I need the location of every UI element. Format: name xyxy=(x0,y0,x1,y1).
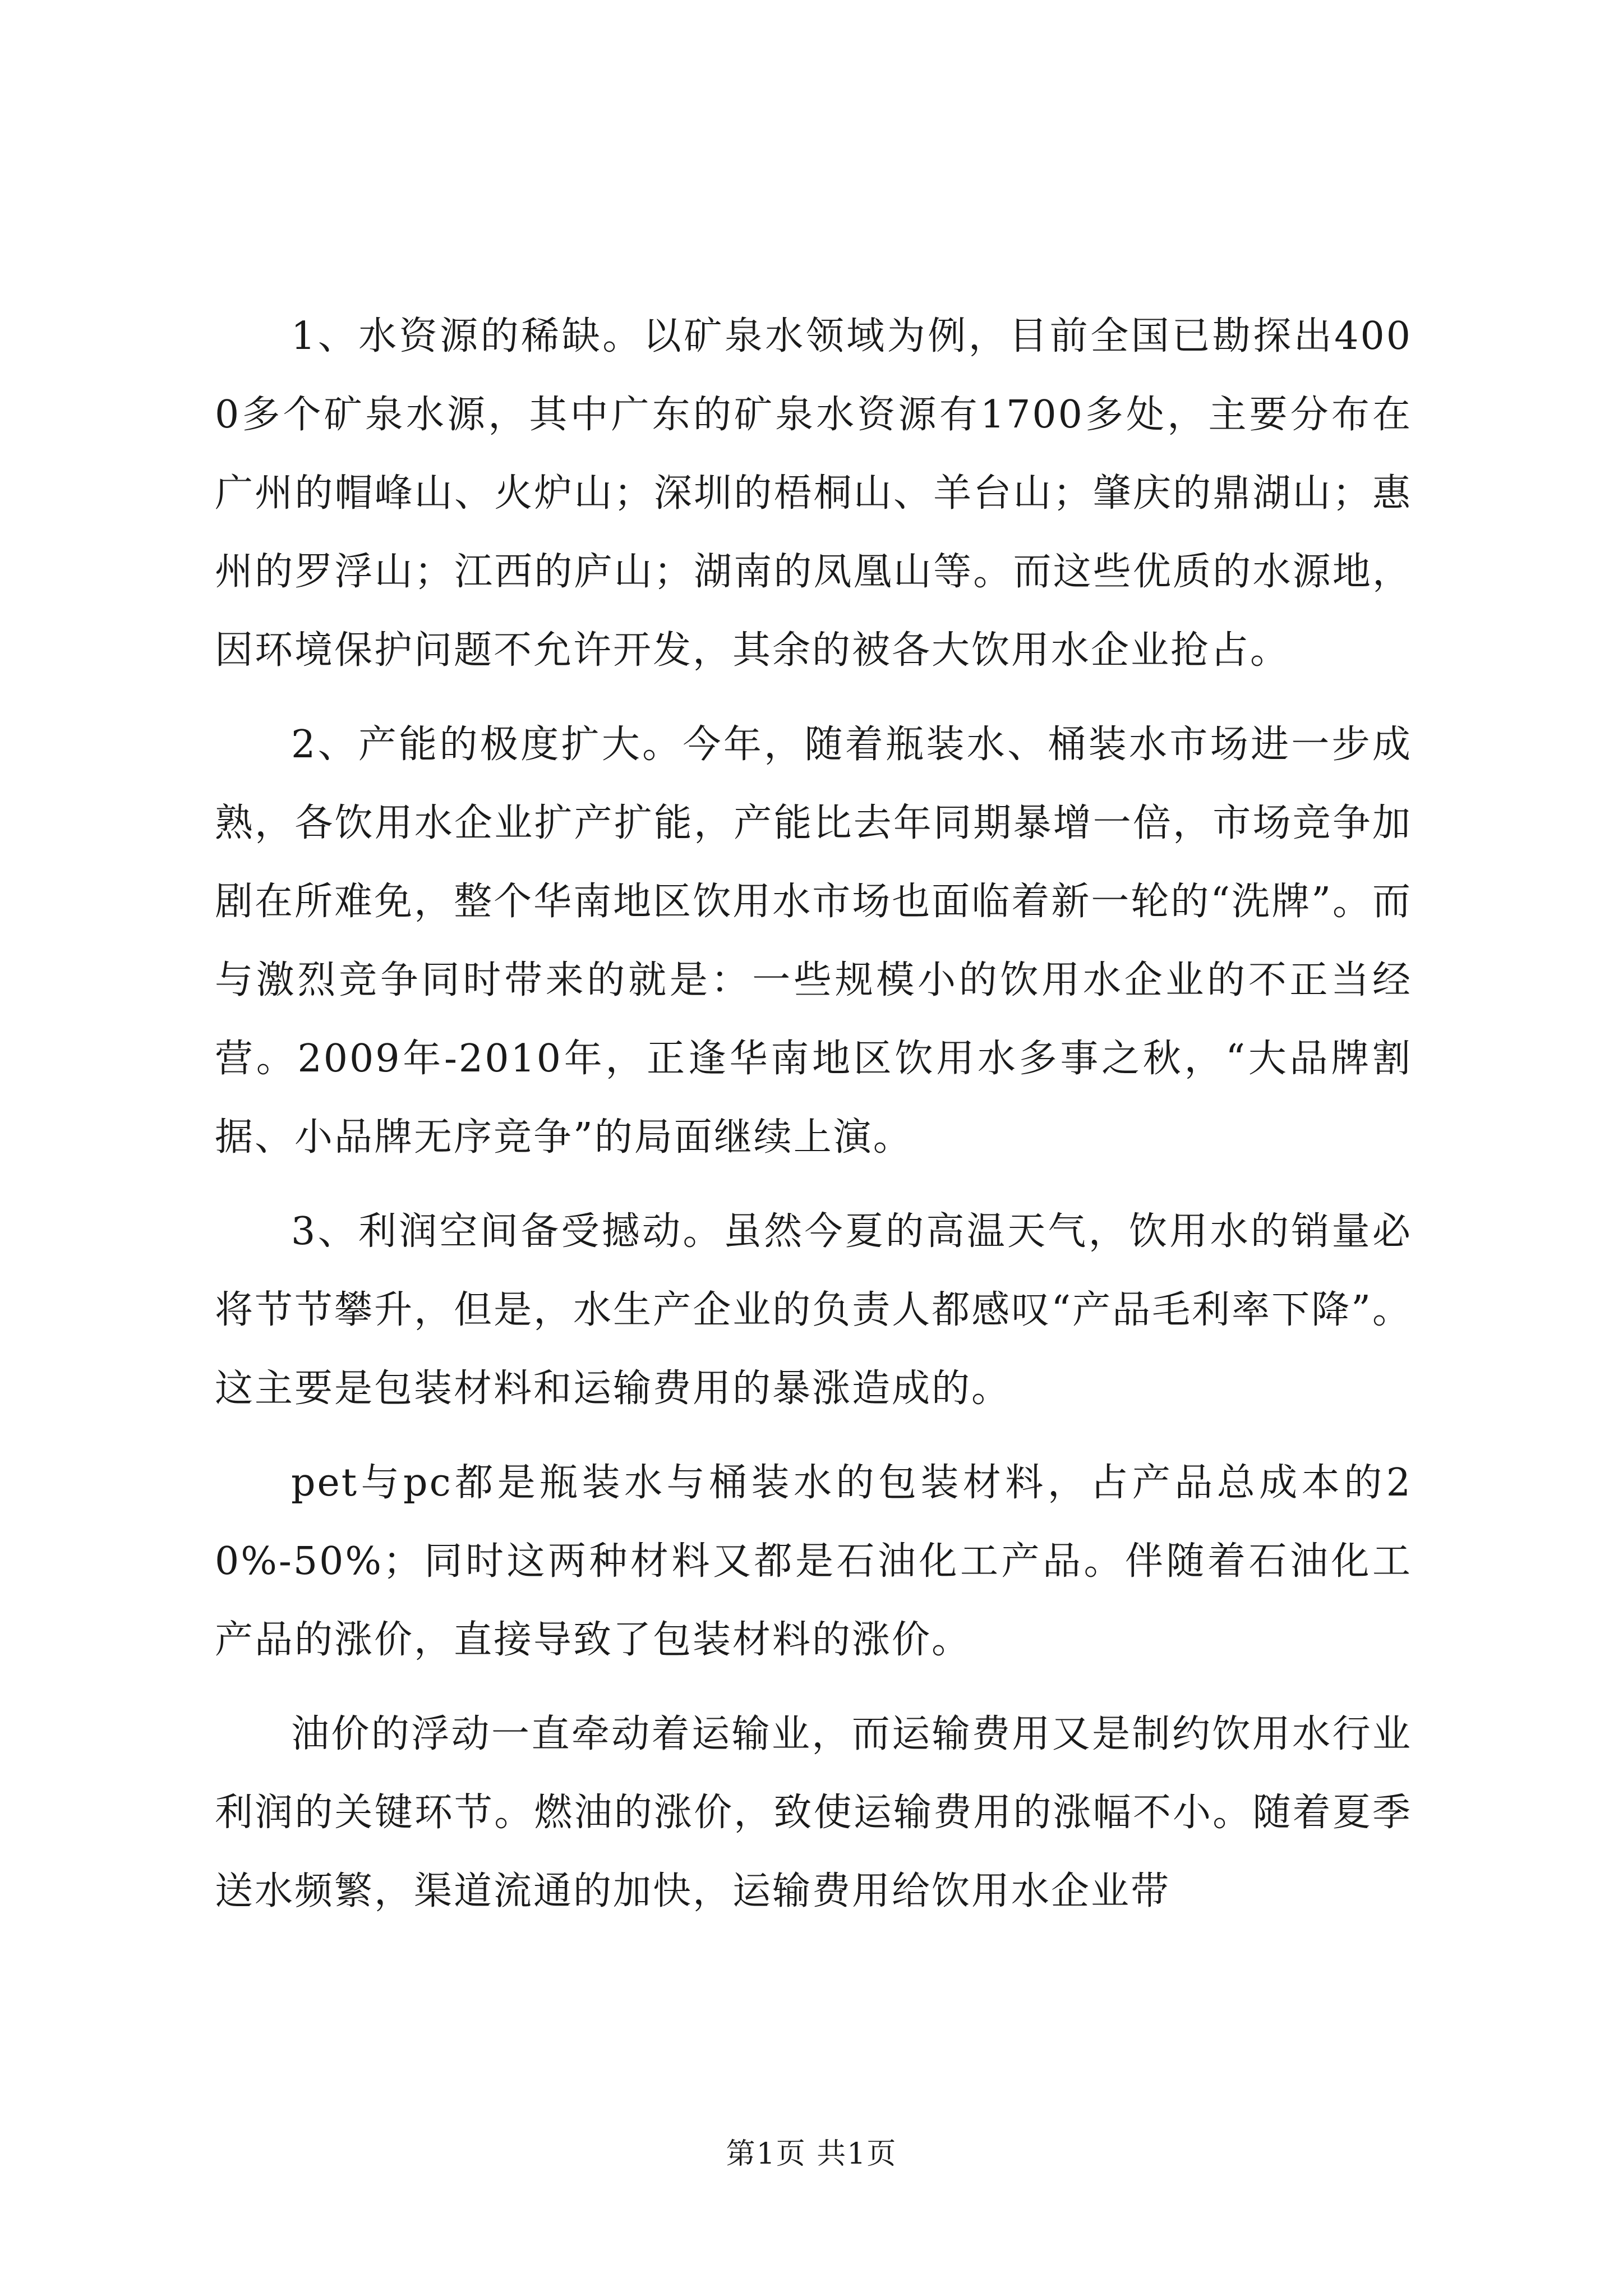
page-footer: 第1页 共1页 xyxy=(726,2137,897,2171)
paragraph-transport-costs: 油价的浮动一直牵动着运输业，而运输费用又是制约饮用水行业利润的关键环节。燃油的涨价，致使运输费用的涨幅不小。随着夏季送水频繁，渠道流通的加快，运输费用给饮用水企业带 xyxy=(215,1712,1412,1913)
paragraph-packaging-materials: pet与pc都是瓶装水与桶装水的包装材料，占产品总成本的20%-50%；同时这两种材料又都是石油化工产品。伴随着石油化工产品的涨价，直接导致了包装材料的涨价。 xyxy=(215,1461,1412,1662)
paragraph-profit-margin: 3、利润空间备受撼动。虽然今夏的高温天气，饮用水的销量必将节节攀升，但是，水生产企业的负责人都感叹“产品毛利率下降”。这主要是包装材料和运输费用的暴涨造成的。 xyxy=(215,1209,1412,1411)
paragraph-capacity-expansion: 2、产能的极度扩大。今年，随着瓶装水、桶装水市场进一步成熟，各饮用水企业扩产扩能，产能比去年同期暴增一倍，市场竞争加剧在所难免，整个华南地区饮用水市场也面临着新一轮的“洗牌”。而与激烈竞争同时带来的就是：一些规模小的饮用水企业的不正当经营。2009年-2010年，正逢华南地区饮用水多事之秋，“大品牌割据、小品牌无序竞争”的局面继续上演。 xyxy=(215,723,1412,1159)
document-body xyxy=(215,297,1412,1947)
paragraph-water-scarcity: 1、水资源的稀缺。以矿泉水领域为例，目前全国已勘探出4000多个矿泉水源，其中广东的矿泉水资源有1700多处，主要分布在广州的帽峰山、火炉山；深圳的梧桐山、羊台山；肇庆的鼎湖山；惠州的罗浮山；江西的庐山；湖南的凤凰山等。而这些优质的水源地，因环境保护问题不允许开发，其余的被各大饮用水企业抢占。 xyxy=(215,314,1412,673)
